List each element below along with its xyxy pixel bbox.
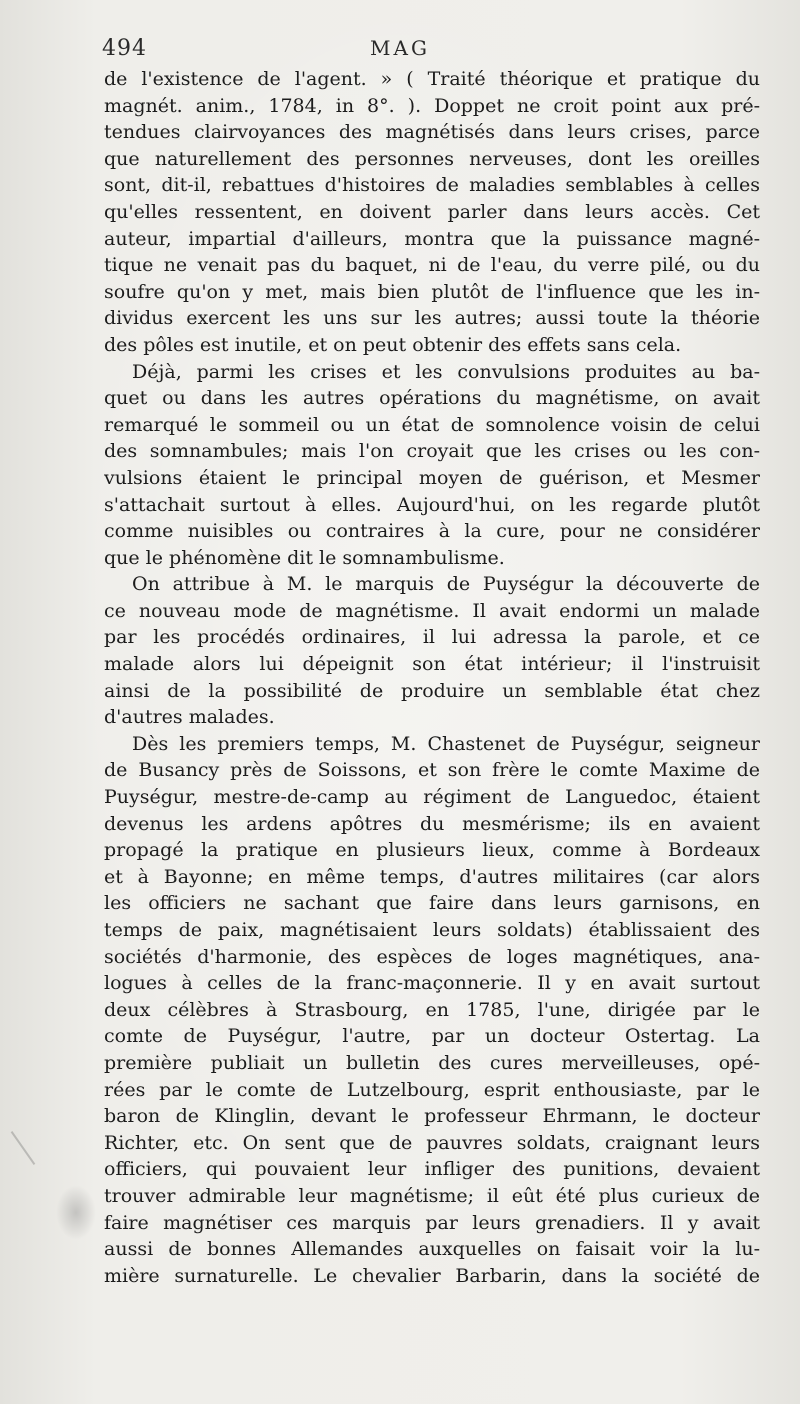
body-text <box>104 66 760 1289</box>
text-line: qu'elles ressentent, en doivent parler dans leurs accès. Cet <box>104 200 760 223</box>
text-line: officiers, qui pouvaient leur infliger des punitions, devaient <box>104 1158 760 1181</box>
text-line: soufre qu'on y met, mais bien plutôt de l'influence que les in- <box>104 280 760 303</box>
text-line: et à Bayonne; en même temps, d'autres militaires (car alors <box>104 865 760 888</box>
text-line: tique ne venait pas du baquet, ni de l'eau, du verre pilé, ou du <box>104 254 760 277</box>
text-line: que le phénomène dit le somnambulisme. <box>104 546 505 569</box>
text-line: temps de paix, magnétisaient leurs soldats) établissaient des <box>104 919 760 941</box>
paragraph-start-line: Dès les premiers temps, M. Chastenet de Puységur, seigneur <box>132 732 760 755</box>
text-line: devenus les ardens apôtres du mesmérisme; ils en avaient <box>104 812 760 835</box>
text-line: quet ou dans les autres opérations du magnétisme, on avait <box>104 387 760 410</box>
text-line: première publiait un bulletin des cures merveilleuses, opé- <box>104 1051 760 1074</box>
text-line: des pôles est inutile, et on peut obtenir des effets sans cela. <box>104 333 682 356</box>
text-line: auteur, impartial d'ailleurs, montra que la puissance magné- <box>104 227 760 250</box>
text-line: tendues clairvoyances des magnétisés dans leurs crises, parce <box>104 121 760 144</box>
page-number: 494 <box>102 36 147 61</box>
text-line: des somnambules; mais l'on croyait que les crises ou les con- <box>104 440 760 463</box>
text-line: Puységur, mestre-de-camp au régiment de Languedoc, étaient <box>104 786 760 809</box>
text-line: magnét. anim., 1784, in 8°. ). Doppet ne croit point aux pré- <box>104 94 760 117</box>
text-line: comte de Puységur, l'autre, par un docteur Ostertag. La <box>104 1025 760 1048</box>
text-line: propagé la pratique en plusieurs lieux, comme à Bordeaux <box>104 839 760 862</box>
text-line: de l'existence de l'agent. » ( Traité théorique et pratique du <box>104 68 760 90</box>
text-line: trouver admirable leur magnétisme; il eût été plus curieux de <box>104 1184 760 1207</box>
paper-smudge <box>56 1185 96 1240</box>
text-line: les officiers ne sachant que faire dans leurs garnisons, en <box>104 892 760 915</box>
text-line: Richter, etc. On sent que de pauvres soldats, craignant leurs <box>104 1131 760 1154</box>
running-head: MAG <box>370 36 430 60</box>
text-line: que naturellement des personnes nerveuses, dont les oreilles <box>104 147 760 170</box>
text-line: logues à celles de la franc-maçonnerie. Il y en avait surtout <box>104 972 760 995</box>
text-line: deux célèbres à Strasbourg, en 1785, l'une, dirigée par le <box>104 998 760 1021</box>
text-line: remarqué le sommeil ou un état de somnolence voisin de celui <box>104 413 760 436</box>
text-line: baron de Klinglin, devant le professeur Ehrmann, le docteur <box>104 1105 760 1128</box>
text-line: faire magnétiser ces marquis par leurs grenadiers. Il y avait <box>104 1211 760 1234</box>
paragraph-start-line: Déjà, parmi les crises et les convulsions produites au ba- <box>132 360 760 383</box>
text-line: sont, dit-il, rebattues d'histoires de maladies semblables à celles <box>104 174 760 197</box>
text-line: par les procédés ordinaires, il lui adressa la parole, et ce <box>104 626 760 649</box>
text-line: comme nuisibles ou contraires à la cure, pour ne considérer <box>104 520 760 543</box>
text-line: mière surnaturelle. Le chevalier Barbarin, dans la société de <box>104 1264 760 1287</box>
text-line: vulsions étaient le principal moyen de guérison, et Mesmer <box>104 466 760 489</box>
text-line: ce nouveau mode de magnétisme. Il avait endormi un malade <box>104 599 760 622</box>
text-line: ainsi de la possibilité de produire un semblable état chez <box>104 679 760 702</box>
text-line: s'attachait surtout à elles. Aujourd'hui, on les regarde plutôt <box>104 493 760 516</box>
text-line: d'autres malades. <box>104 706 275 729</box>
text-line: malade alors lui dépeignit son état intérieur; il l'instruisit <box>104 653 760 676</box>
text-line: sociétés d'harmonie, des espèces de loges magnétiques, ana- <box>104 945 760 968</box>
paragraph-start-line: On attribue à M. le marquis de Puységur la découverte de <box>132 573 760 596</box>
text-line: dividus exercent les uns sur les autres; aussi toute la théorie <box>104 307 760 330</box>
text-line: rées par le comte de Lutzelbourg, esprit enthousiaste, par le <box>104 1078 760 1101</box>
text-line: aussi de bonnes Allemandes auxquelles on faisait voir la lu- <box>104 1238 760 1261</box>
text-line: de Busancy près de Soissons, et son frère le comte Maxime de <box>104 759 760 782</box>
paper-crease <box>11 1131 36 1165</box>
